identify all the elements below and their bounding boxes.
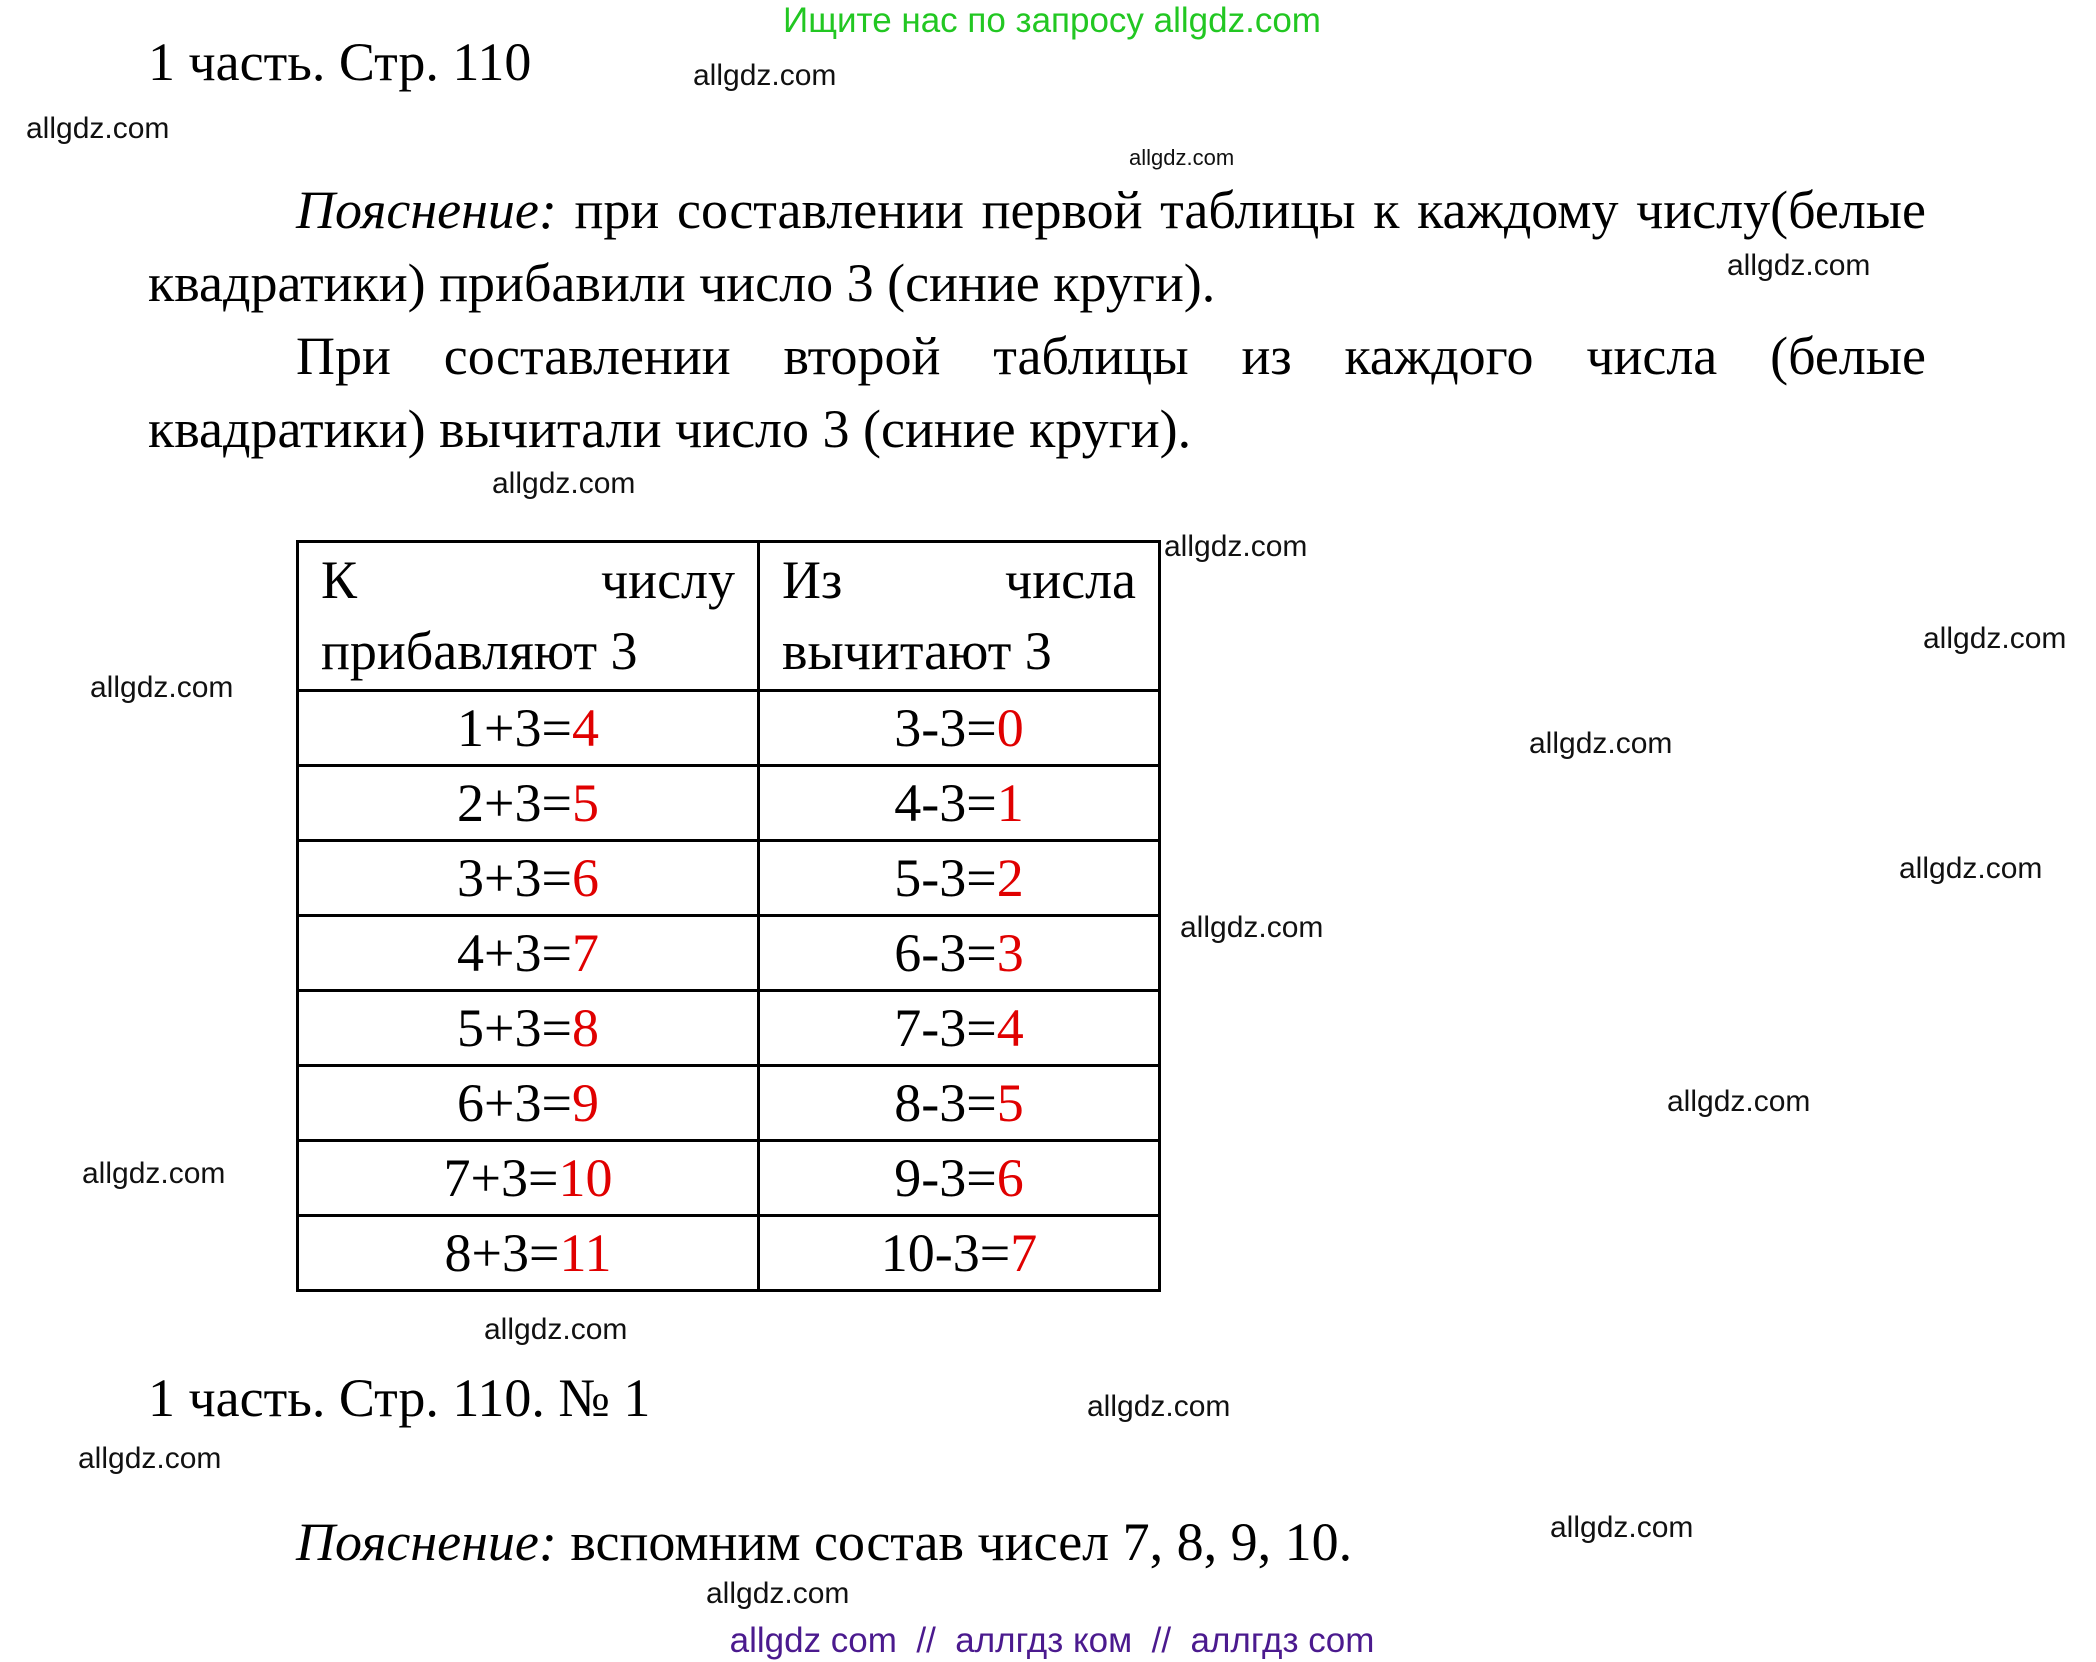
search-banner: Ищите нас по запросу allgdz.com bbox=[783, 1, 1321, 40]
table-row bbox=[298, 1066, 1160, 1141]
watermark: allgdz.com bbox=[82, 1157, 226, 1190]
subtract-result: 2 bbox=[996, 848, 1024, 908]
add-expression: 7+3= bbox=[443, 1148, 559, 1208]
watermark: allgdz.com bbox=[706, 1577, 850, 1610]
subtract-cell bbox=[759, 1066, 1160, 1141]
explanation-2 bbox=[296, 1510, 1352, 1574]
table-row bbox=[298, 1216, 1160, 1291]
subtract-cell bbox=[759, 1141, 1160, 1216]
subtract-result: 7 bbox=[1010, 1223, 1038, 1283]
watermark: allgdz.com bbox=[1087, 1390, 1231, 1423]
subtract-cell bbox=[759, 841, 1160, 916]
explanation-text-1: при составлении первой таблицы к каждому числу(белые квадратики) прибавили число 3 (синие круги). bbox=[148, 180, 1926, 313]
subtract-result: 3 bbox=[996, 923, 1024, 983]
table-row bbox=[298, 841, 1160, 916]
watermark: allgdz.com bbox=[1550, 1511, 1694, 1544]
explanation-2-label: Пояснение: bbox=[296, 1512, 557, 1572]
add-result: 7 bbox=[571, 923, 599, 983]
subtract-result: 6 bbox=[996, 1148, 1024, 1208]
subtract-expression: 7-3= bbox=[894, 998, 997, 1058]
add-result: 4 bbox=[571, 698, 599, 758]
table-row bbox=[298, 691, 1160, 766]
table-row bbox=[298, 1141, 1160, 1216]
subtract-cell bbox=[759, 991, 1160, 1066]
watermark: allgdz.com bbox=[693, 59, 837, 92]
subtract-result: 1 bbox=[996, 773, 1024, 833]
watermark: allgdz.com bbox=[1727, 249, 1871, 282]
watermark: allgdz.com bbox=[90, 671, 234, 704]
add-cell bbox=[298, 766, 759, 841]
add-expression: 3+3= bbox=[457, 848, 572, 908]
add-expression: 2+3= bbox=[457, 773, 572, 833]
watermark: allgdz.com bbox=[1667, 1085, 1811, 1118]
add-result: 8 bbox=[571, 998, 599, 1058]
subtract-expression: 10-3= bbox=[880, 1223, 1011, 1283]
table-row bbox=[298, 991, 1160, 1066]
watermark: allgdz.com bbox=[484, 1313, 628, 1346]
add-expression: 1+3= bbox=[457, 698, 572, 758]
subtract-result: 0 bbox=[996, 698, 1024, 758]
subtract-cell bbox=[759, 691, 1160, 766]
add-cell bbox=[298, 1141, 759, 1216]
add-result: 5 bbox=[571, 773, 599, 833]
subtract-expression: 8-3= bbox=[894, 1073, 997, 1133]
add-cell bbox=[298, 841, 759, 916]
addition-subtraction-table bbox=[296, 540, 1161, 1292]
subtract-cell bbox=[759, 1216, 1160, 1291]
watermark: allgdz.com bbox=[1899, 852, 2043, 885]
subtract-expression: 6-3= bbox=[894, 923, 997, 983]
subtract-result: 5 bbox=[996, 1073, 1024, 1133]
subtract-expression: 3-3= bbox=[894, 698, 997, 758]
add-cell bbox=[298, 991, 759, 1066]
page-heading: 1 часть. Стр. 110 bbox=[148, 32, 532, 92]
add-result: 9 bbox=[571, 1073, 599, 1133]
table-row bbox=[298, 766, 1160, 841]
watermark: allgdz.com bbox=[1923, 622, 2067, 655]
watermark: allgdz.com bbox=[1164, 530, 1308, 563]
add-expression: 6+3= bbox=[457, 1073, 572, 1133]
add-cell bbox=[298, 916, 759, 991]
header-add: К числу прибавляют 3 bbox=[298, 542, 759, 691]
subtract-result: 4 bbox=[996, 998, 1024, 1058]
watermark: allgdz.com bbox=[1180, 911, 1324, 944]
add-result: 6 bbox=[571, 848, 599, 908]
add-cell bbox=[298, 691, 759, 766]
explanation-text-2: При составлении второй таблицы из каждого числа (белые квадратики) вычитали число 3 (синие круги). bbox=[148, 326, 1926, 459]
subtract-expression: 9-3= bbox=[894, 1148, 997, 1208]
add-cell bbox=[298, 1066, 759, 1141]
header-subtract: Из числа вычитают 3 bbox=[759, 542, 1160, 691]
add-result: 11 bbox=[559, 1223, 612, 1283]
watermark: allgdz.com bbox=[78, 1442, 222, 1475]
add-result: 10 bbox=[558, 1148, 613, 1208]
subtract-cell bbox=[759, 766, 1160, 841]
subtract-expression: 5-3= bbox=[894, 848, 997, 908]
subtract-expression: 4-3= bbox=[894, 773, 997, 833]
subheading: 1 часть. Стр. 110. № 1 bbox=[148, 1368, 651, 1428]
table-header-row bbox=[298, 542, 1160, 691]
subtract-cell bbox=[759, 916, 1160, 991]
add-expression: 4+3= bbox=[457, 923, 572, 983]
explanation-paragraph bbox=[148, 174, 1926, 466]
bottom-banner: allgdz com // аллгдз ком // аллгдз com bbox=[729, 1621, 1375, 1660]
watermark: allgdz.com bbox=[26, 112, 170, 145]
watermark: allgdz.com bbox=[1129, 145, 1235, 170]
add-cell bbox=[298, 1216, 759, 1291]
table-row bbox=[298, 916, 1160, 991]
add-expression: 5+3= bbox=[457, 998, 572, 1058]
explanation-2-text: вспомним состав чисел 7, 8, 9, 10. bbox=[556, 1512, 1353, 1572]
watermark: allgdz.com bbox=[1529, 727, 1673, 760]
add-expression: 8+3= bbox=[444, 1223, 560, 1283]
explanation-label: Пояснение: bbox=[296, 180, 557, 240]
watermark: allgdz.com bbox=[492, 467, 636, 500]
